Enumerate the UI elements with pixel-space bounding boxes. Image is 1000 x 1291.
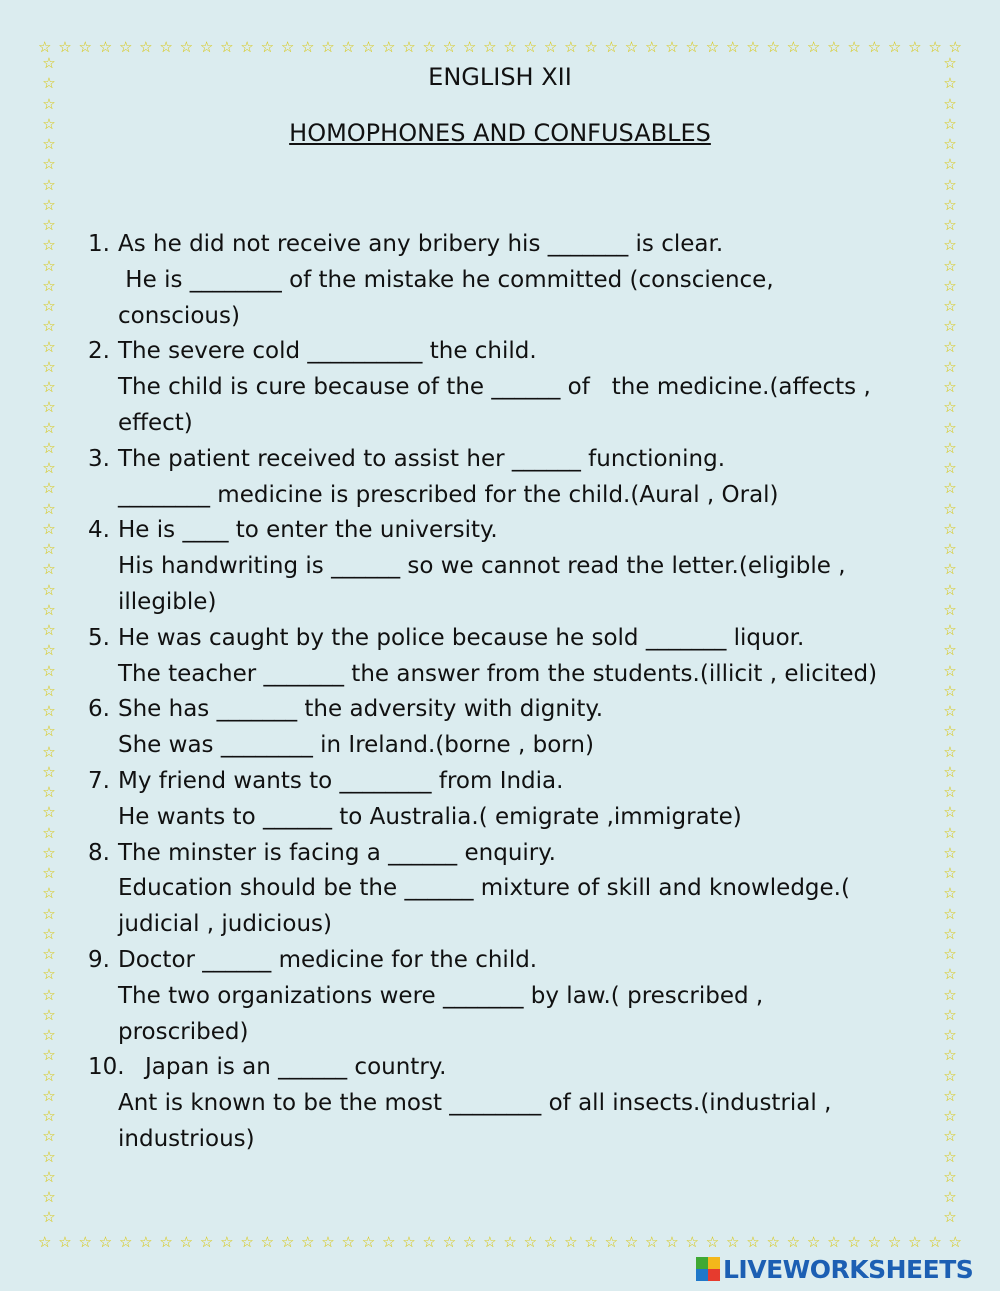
star-icon: ☆ [159, 1232, 173, 1251]
star-icon: ☆ [943, 459, 957, 477]
star-icon: ☆ [943, 580, 957, 599]
star-icon: ☆ [42, 276, 56, 295]
star-icon: ☆ [42, 600, 56, 619]
question-line: industrious) [118, 1125, 255, 1152]
star-icon: ☆ [42, 803, 56, 822]
star-icon: ☆ [42, 742, 56, 761]
question-number: 4. [88, 517, 110, 544]
star-icon: ☆ [42, 418, 56, 437]
star-icon: ☆ [943, 418, 957, 437]
star-icon: ☆ [240, 1232, 254, 1251]
star-icon: ☆ [943, 783, 957, 801]
star-icon: ☆ [98, 1232, 113, 1251]
star-icon: ☆ [139, 37, 153, 56]
star-icon: ☆ [943, 276, 957, 295]
star-icon: ☆ [943, 702, 957, 720]
page-subtitle-text: HOMOPHONES AND CONFUSABLES [289, 119, 711, 147]
page-title: ENGLISH XII [428, 63, 572, 91]
star-icon: ☆ [118, 1232, 133, 1251]
star-icon: ☆ [943, 945, 957, 963]
star-icon: ☆ [943, 317, 957, 336]
star-icon: ☆ [42, 661, 56, 680]
star-icon: ☆ [645, 1232, 659, 1251]
star-icon: ☆ [42, 114, 56, 133]
star-border-right [940, 56, 960, 1226]
question-line: The severe cold __________ the child. [118, 338, 537, 365]
question-line: Japan is an ______ country. [145, 1054, 447, 1081]
star-icon: ☆ [725, 1232, 740, 1251]
star-icon: ☆ [503, 1232, 517, 1251]
star-icon: ☆ [42, 540, 56, 558]
star-icon: ☆ [943, 337, 957, 356]
star-icon: ☆ [361, 37, 376, 56]
star-icon: ☆ [943, 823, 957, 842]
star-icon: ☆ [943, 681, 957, 700]
star-icon: ☆ [42, 702, 56, 720]
star-icon: ☆ [42, 337, 56, 356]
question-1 [88, 227, 928, 334]
star-icon: ☆ [943, 722, 957, 741]
star-icon: ☆ [523, 1232, 538, 1251]
question-3 [88, 442, 928, 514]
star-icon: ☆ [42, 135, 56, 153]
star-icon: ☆ [943, 965, 957, 984]
question-9 [88, 943, 928, 1050]
star-icon: ☆ [42, 378, 56, 396]
star-icon: ☆ [943, 1046, 957, 1065]
star-icon: ☆ [847, 1232, 861, 1251]
question-line: He wants to ______ to Australia.( emigrate ,immigrate) [118, 803, 742, 830]
star-icon: ☆ [42, 236, 56, 255]
star-icon: ☆ [943, 398, 957, 417]
star-icon: ☆ [948, 37, 962, 56]
star-icon: ☆ [42, 479, 56, 498]
star-icon: ☆ [42, 823, 56, 842]
star-icon: ☆ [746, 37, 760, 56]
star-icon: ☆ [943, 1188, 957, 1206]
star-icon: ☆ [462, 37, 477, 56]
star-icon: ☆ [179, 1232, 194, 1251]
logo-square-red [708, 1269, 720, 1281]
star-icon: ☆ [42, 722, 56, 741]
star-icon: ☆ [483, 37, 497, 56]
question-line: He was caught by the police because he sold _______ liquor. [118, 624, 805, 651]
question-7 [88, 764, 928, 836]
question-number: 2. [88, 338, 110, 365]
star-icon: ☆ [199, 37, 214, 56]
star-icon: ☆ [887, 37, 902, 56]
star-icon: ☆ [381, 1232, 396, 1251]
star-icon: ☆ [943, 155, 957, 174]
star-icon: ☆ [887, 1232, 902, 1251]
star-icon: ☆ [42, 519, 56, 538]
question-line: conscious) [118, 302, 240, 329]
question-line: ________ medicine is prescribed for the child.(Aural , Oral) [118, 481, 779, 508]
star-icon: ☆ [38, 1232, 52, 1251]
star-icon: ☆ [280, 1232, 295, 1251]
star-icon: ☆ [928, 1232, 942, 1251]
star-border-top [38, 37, 962, 57]
star-icon: ☆ [442, 37, 457, 56]
star-icon: ☆ [943, 438, 957, 457]
star-icon: ☆ [523, 37, 538, 56]
star-icon: ☆ [564, 37, 578, 56]
star-icon: ☆ [42, 1046, 56, 1065]
question-number: 5. [88, 624, 110, 651]
star-icon: ☆ [746, 1232, 760, 1251]
star-border-left [39, 56, 59, 1226]
question-line: She was ________ in Ireland.(borne , born) [118, 732, 594, 759]
question-line: His handwriting is ______ so we cannot read the letter.(eligible , [118, 553, 846, 580]
star-icon: ☆ [422, 1232, 436, 1251]
star-icon: ☆ [685, 37, 699, 56]
star-icon: ☆ [42, 175, 56, 194]
star-icon: ☆ [38, 37, 52, 56]
star-icon: ☆ [42, 621, 56, 639]
star-icon: ☆ [827, 1232, 841, 1251]
star-icon: ☆ [943, 479, 957, 498]
star-icon: ☆ [42, 1167, 56, 1186]
question-number: 7. [88, 767, 110, 794]
star-icon: ☆ [42, 1005, 56, 1024]
star-icon: ☆ [42, 843, 56, 862]
question-number: 9. [88, 946, 110, 973]
star-icon: ☆ [943, 1147, 957, 1166]
star-icon: ☆ [943, 1066, 957, 1085]
star-icon: ☆ [42, 681, 56, 700]
star-icon: ☆ [943, 135, 957, 153]
question-line: judicial , judicious) [118, 911, 333, 938]
star-icon: ☆ [361, 1232, 376, 1251]
star-icon: ☆ [943, 175, 957, 194]
star-icon: ☆ [321, 37, 335, 56]
star-icon: ☆ [78, 1232, 92, 1251]
star-icon: ☆ [766, 1232, 780, 1251]
star-icon: ☆ [943, 54, 957, 72]
star-icon: ☆ [943, 1026, 957, 1044]
star-icon: ☆ [867, 37, 882, 56]
star-icon: ☆ [943, 1127, 957, 1146]
star-icon: ☆ [301, 37, 315, 56]
star-icon: ☆ [42, 560, 56, 579]
star-icon: ☆ [943, 742, 957, 761]
star-icon: ☆ [943, 843, 957, 862]
star-icon: ☆ [847, 37, 861, 56]
star-icon: ☆ [280, 37, 295, 56]
logo-square-blue [696, 1269, 708, 1281]
star-icon: ☆ [943, 1167, 957, 1186]
star-icon: ☆ [943, 600, 957, 619]
star-icon: ☆ [943, 94, 957, 113]
question-line: effect) [118, 409, 193, 436]
star-icon: ☆ [159, 37, 173, 56]
question-5 [88, 621, 928, 693]
star-icon: ☆ [42, 357, 56, 376]
star-icon: ☆ [179, 37, 194, 56]
star-icon: ☆ [943, 621, 957, 639]
star-icon: ☆ [943, 499, 957, 518]
star-icon: ☆ [42, 216, 56, 234]
star-icon: ☆ [42, 398, 56, 417]
star-icon: ☆ [42, 864, 56, 882]
star-icon: ☆ [705, 37, 720, 56]
star-icon: ☆ [943, 985, 957, 1004]
star-icon: ☆ [604, 37, 619, 56]
question-number: 8. [88, 839, 110, 866]
star-icon: ☆ [341, 37, 355, 56]
star-icon: ☆ [42, 1127, 56, 1146]
star-icon: ☆ [42, 924, 56, 943]
star-icon: ☆ [220, 37, 234, 56]
star-icon: ☆ [624, 37, 639, 56]
page-subtitle [0, 114, 1000, 147]
question-line: illegible) [118, 588, 217, 615]
question-line: Ant is known to be the most ________ of all insects.(industrial , [118, 1090, 832, 1117]
star-icon: ☆ [118, 37, 133, 56]
star-icon: ☆ [645, 37, 659, 56]
star-icon: ☆ [42, 74, 56, 93]
star-icon: ☆ [806, 37, 821, 56]
star-icon: ☆ [943, 1107, 957, 1125]
question-line: My friend wants to ________ from India. [118, 767, 564, 794]
star-icon: ☆ [422, 37, 436, 56]
star-border-bottom [38, 1232, 962, 1252]
star-icon: ☆ [943, 216, 957, 234]
star-icon: ☆ [543, 1232, 558, 1251]
star-icon: ☆ [943, 519, 957, 538]
liveworksheets-logo[interactable] [696, 1254, 973, 1284]
star-icon: ☆ [42, 297, 56, 315]
star-icon: ☆ [665, 1232, 679, 1251]
star-icon: ☆ [908, 1232, 922, 1251]
star-icon: ☆ [943, 195, 957, 214]
question-number: 3. [88, 445, 110, 472]
star-icon: ☆ [943, 114, 957, 133]
star-icon: ☆ [42, 1188, 56, 1206]
question-line: The two organizations were _______ by law.( prescribed , [118, 982, 764, 1009]
star-icon: ☆ [943, 297, 957, 315]
star-icon: ☆ [58, 37, 72, 56]
question-4 [88, 513, 928, 620]
star-icon: ☆ [381, 37, 396, 56]
star-icon: ☆ [943, 641, 957, 660]
star-icon: ☆ [42, 985, 56, 1004]
star-icon: ☆ [943, 803, 957, 822]
star-icon: ☆ [402, 1232, 416, 1251]
star-icon: ☆ [42, 1026, 56, 1044]
star-icon: ☆ [943, 1208, 957, 1227]
star-icon: ☆ [78, 37, 92, 56]
star-icon: ☆ [543, 37, 558, 56]
star-icon: ☆ [604, 1232, 619, 1251]
star-icon: ☆ [867, 1232, 882, 1251]
star-icon: ☆ [42, 438, 56, 457]
logo-square-green [696, 1257, 708, 1269]
question-6 [88, 692, 928, 764]
star-icon: ☆ [564, 1232, 578, 1251]
star-icon: ☆ [42, 1066, 56, 1085]
question-list [88, 227, 928, 1158]
star-icon: ☆ [98, 37, 113, 56]
question-number: 6. [88, 696, 110, 723]
star-icon: ☆ [341, 1232, 355, 1251]
star-icon: ☆ [943, 540, 957, 558]
star-icon: ☆ [584, 37, 598, 56]
star-icon: ☆ [42, 317, 56, 336]
star-icon: ☆ [943, 236, 957, 255]
star-icon: ☆ [503, 37, 517, 56]
star-icon: ☆ [943, 904, 957, 923]
star-icon: ☆ [943, 357, 957, 376]
star-icon: ☆ [928, 37, 942, 56]
star-icon: ☆ [402, 37, 416, 56]
star-icon: ☆ [42, 94, 56, 113]
star-icon: ☆ [240, 37, 254, 56]
star-icon: ☆ [442, 1232, 457, 1251]
question-line: She has _______ the adversity with dignity. [118, 696, 604, 723]
star-icon: ☆ [943, 74, 957, 93]
star-icon: ☆ [948, 1232, 962, 1251]
star-icon: ☆ [766, 37, 780, 56]
star-icon: ☆ [42, 884, 56, 903]
logo-square-yellow [708, 1257, 720, 1269]
star-icon: ☆ [139, 1232, 153, 1251]
star-icon: ☆ [806, 1232, 821, 1251]
star-icon: ☆ [42, 1086, 56, 1105]
star-icon: ☆ [943, 1086, 957, 1105]
star-icon: ☆ [199, 1232, 214, 1251]
liveworksheets-logo-icon [696, 1257, 720, 1281]
star-icon: ☆ [42, 195, 56, 214]
star-icon: ☆ [42, 499, 56, 518]
star-icon: ☆ [301, 1232, 315, 1251]
question-number: 10. [88, 1054, 125, 1081]
question-line: Education should be the ______ mixture of skill and knowledge.( [118, 875, 850, 902]
question-line: He is ____ to enter the university. [118, 517, 498, 544]
question-number: 1. [88, 231, 110, 257]
star-icon: ☆ [462, 1232, 477, 1251]
star-icon: ☆ [943, 762, 957, 781]
star-icon: ☆ [483, 1232, 497, 1251]
star-icon: ☆ [943, 864, 957, 882]
question-line: The patient received to assist her ______ functioning. [118, 445, 726, 472]
star-icon: ☆ [42, 945, 56, 963]
star-icon: ☆ [42, 459, 56, 477]
star-icon: ☆ [220, 1232, 234, 1251]
star-icon: ☆ [321, 1232, 335, 1251]
liveworksheets-logo-text: LIVEWORKSHEETS [723, 1254, 974, 1284]
star-icon: ☆ [624, 1232, 639, 1251]
star-icon: ☆ [685, 1232, 699, 1251]
question-line: As he did not receive any bribery his _______ is clear. [118, 231, 724, 257]
question-line: proscribed) [118, 1018, 249, 1045]
star-icon: ☆ [42, 965, 56, 984]
star-icon: ☆ [943, 661, 957, 680]
star-icon: ☆ [42, 580, 56, 599]
question-10 [88, 1050, 928, 1157]
star-icon: ☆ [908, 37, 922, 56]
star-icon: ☆ [943, 560, 957, 579]
star-icon: ☆ [58, 1232, 72, 1251]
star-icon: ☆ [943, 378, 957, 396]
star-icon: ☆ [943, 884, 957, 903]
star-icon: ☆ [665, 37, 679, 56]
question-line: He is ________ of the mistake he committed (conscience, [118, 266, 774, 293]
star-icon: ☆ [260, 1232, 275, 1251]
question-8 [88, 836, 928, 943]
star-icon: ☆ [786, 1232, 801, 1251]
question-2 [88, 334, 928, 441]
star-icon: ☆ [42, 1107, 56, 1125]
question-line: The minster is facing a ______ enquiry. [118, 839, 556, 866]
star-icon: ☆ [827, 37, 841, 56]
star-icon: ☆ [584, 1232, 598, 1251]
star-icon: ☆ [943, 1005, 957, 1024]
star-icon: ☆ [42, 783, 56, 801]
star-icon: ☆ [42, 256, 56, 275]
star-icon: ☆ [42, 1147, 56, 1166]
star-icon: ☆ [943, 256, 957, 275]
question-line: The child is cure because of the ______ of the medicine.(affects , [118, 374, 871, 401]
star-icon: ☆ [725, 37, 740, 56]
star-icon: ☆ [705, 1232, 720, 1251]
star-icon: ☆ [42, 641, 56, 660]
star-icon: ☆ [260, 37, 275, 56]
question-line: Doctor ______ medicine for the child. [118, 946, 538, 973]
star-icon: ☆ [42, 155, 56, 174]
star-icon: ☆ [943, 924, 957, 943]
star-icon: ☆ [42, 762, 56, 781]
star-icon: ☆ [786, 37, 801, 56]
star-icon: ☆ [42, 904, 56, 923]
star-icon: ☆ [42, 54, 56, 72]
question-line: The teacher _______ the answer from the students.(illicit , elicited) [118, 660, 878, 687]
star-icon: ☆ [42, 1208, 56, 1227]
